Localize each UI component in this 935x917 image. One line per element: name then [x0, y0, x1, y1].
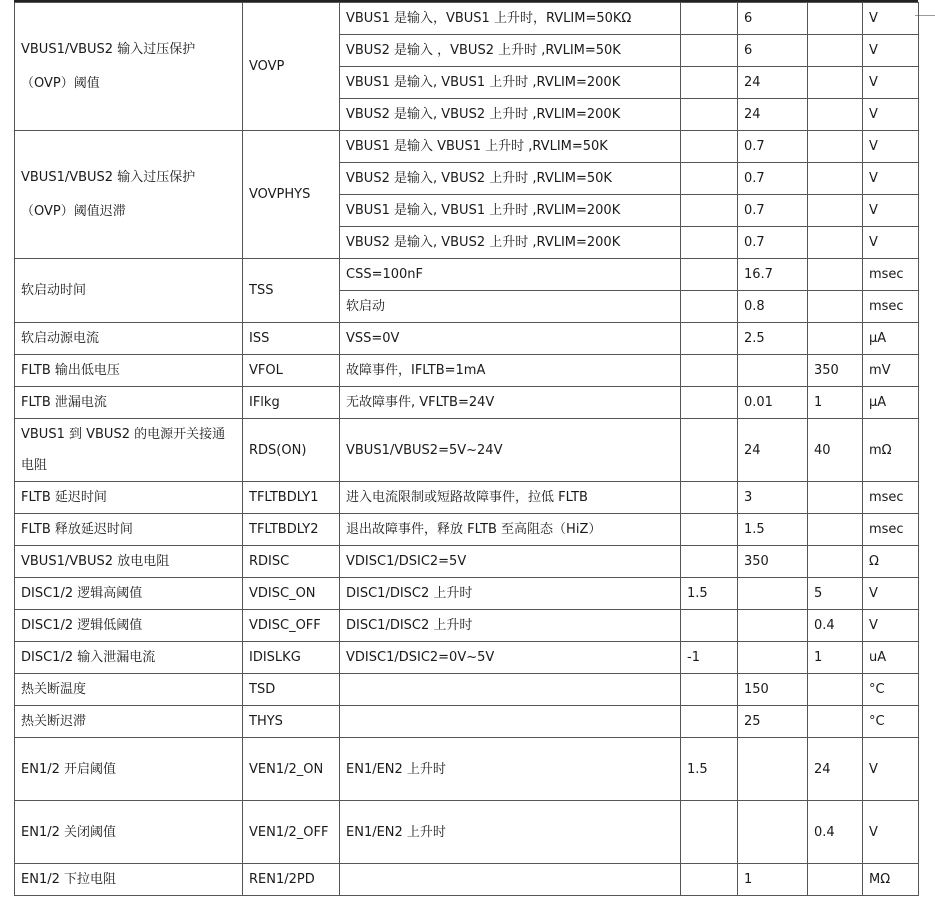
min-cell — [681, 99, 738, 131]
condition-cell: DISC1/DISC2 上升时 — [340, 610, 681, 642]
min-cell — [681, 131, 738, 163]
symbol-cell: VFOL — [243, 355, 340, 387]
max-cell — [808, 67, 863, 99]
max-cell — [808, 99, 863, 131]
symbol-cell: VDISC_OFF — [243, 610, 340, 642]
min-cell — [681, 195, 738, 227]
unit-cell: V — [863, 610, 919, 642]
unit-cell: V — [863, 578, 919, 610]
typ-cell: 0.8 — [738, 291, 808, 323]
typ-cell: 0.01 — [738, 387, 808, 419]
condition-cell — [340, 864, 681, 896]
table-row — [15, 801, 919, 864]
max-cell — [808, 195, 863, 227]
table-row — [15, 578, 919, 610]
table-row — [15, 642, 919, 674]
unit-cell: V — [863, 227, 919, 259]
typ-cell — [738, 642, 808, 674]
param-cell: FLTB 延迟时间 — [15, 482, 243, 514]
min-cell — [681, 610, 738, 642]
symbol-cell: VEN1/2_OFF — [243, 801, 340, 864]
table-row — [15, 419, 919, 482]
table-row — [15, 514, 919, 546]
symbol-cell: VOVP — [243, 3, 340, 131]
param-cell: VBUS1/VBUS2 放电电阻 — [15, 546, 243, 578]
typ-cell: 16.7 — [738, 259, 808, 291]
min-cell — [681, 419, 738, 482]
param-cell: EN1/2 下拉电阻 — [15, 864, 243, 896]
condition-cell: VBUS2 是输入, VBUS2 上升时 ,RVLIM=200K — [340, 99, 681, 131]
typ-cell — [738, 610, 808, 642]
max-cell: 0.4 — [808, 801, 863, 864]
condition-cell: VBUS2 是输入, VBUS2 上升时 ,RVLIM=50K — [340, 163, 681, 195]
condition-cell: DISC1/DISC2 上升时 — [340, 578, 681, 610]
max-cell — [808, 163, 863, 195]
max-cell — [808, 546, 863, 578]
unit-cell: MΩ — [863, 864, 919, 896]
unit-cell: V — [863, 99, 919, 131]
max-cell — [808, 35, 863, 67]
param-cell: VBUS1/VBUS2 输入过压保护（OVP）阈值 — [15, 3, 243, 131]
param-cell: 软启动源电流 — [15, 323, 243, 355]
condition-cell: VDISC1/DSIC2=0V~5V — [340, 642, 681, 674]
unit-cell: msec — [863, 259, 919, 291]
min-cell — [681, 546, 738, 578]
min-cell — [681, 482, 738, 514]
param-cell: 热关断温度 — [15, 674, 243, 706]
max-cell: 350 — [808, 355, 863, 387]
table-row — [15, 610, 919, 642]
typ-cell — [738, 578, 808, 610]
param-cell: 软启动时间 — [15, 259, 243, 323]
symbol-cell: RDISC — [243, 546, 340, 578]
unit-cell: msec — [863, 482, 919, 514]
table-row — [15, 355, 919, 387]
symbol-cell: TSD — [243, 674, 340, 706]
unit-cell: V — [863, 163, 919, 195]
unit-cell: °C — [863, 706, 919, 738]
condition-cell: 故障事件，IFLTB=1mA — [340, 355, 681, 387]
max-cell — [808, 864, 863, 896]
param-cell: VBUS1 到 VBUS2 的电源开关接通电阻 — [15, 419, 243, 482]
typ-cell: 2.5 — [738, 323, 808, 355]
unit-cell: V — [863, 195, 919, 227]
symbol-cell: ISS — [243, 323, 340, 355]
condition-cell: VBUS1 是输入, VBUS1 上升时 ,RVLIM=200K — [340, 67, 681, 99]
min-cell — [681, 801, 738, 864]
param-cell: FLTB 泄漏电流 — [15, 387, 243, 419]
table-row — [15, 3, 919, 35]
table-row — [15, 131, 919, 163]
unit-cell: °C — [863, 674, 919, 706]
symbol-cell: THYS — [243, 706, 340, 738]
typ-cell: 24 — [738, 419, 808, 482]
typ-cell: 25 — [738, 706, 808, 738]
min-cell — [681, 3, 738, 35]
condition-cell: VBUS2 是输入 ，VBUS2 上升时 ,RVLIM=50K — [340, 35, 681, 67]
min-cell — [681, 514, 738, 546]
param-cell: EN1/2 关闭阈值 — [15, 801, 243, 864]
param-cell: DISC1/2 逻辑低阈值 — [15, 610, 243, 642]
typ-cell: 0.7 — [738, 195, 808, 227]
min-cell — [681, 323, 738, 355]
max-cell — [808, 227, 863, 259]
min-cell — [681, 227, 738, 259]
unit-cell: µA — [863, 323, 919, 355]
max-cell — [808, 482, 863, 514]
condition-cell: VBUS1 是输入，VBUS1 上升时，RVLIM=50KΩ — [340, 3, 681, 35]
unit-cell: V — [863, 35, 919, 67]
table-row — [15, 674, 919, 706]
symbol-cell: TSS — [243, 259, 340, 323]
max-cell: 1 — [808, 387, 863, 419]
condition-cell: CSS=100nF — [340, 259, 681, 291]
condition-cell: VBUS1 是输入, VBUS1 上升时 ,RVLIM=200K — [340, 195, 681, 227]
typ-cell: 1 — [738, 864, 808, 896]
symbol-cell: TFLTBDLY2 — [243, 514, 340, 546]
typ-cell: 3 — [738, 482, 808, 514]
table-row — [15, 738, 919, 801]
max-cell — [808, 3, 863, 35]
table-row — [15, 387, 919, 419]
unit-cell: µA — [863, 387, 919, 419]
param-cell: FLTB 输出低电压 — [15, 355, 243, 387]
min-cell: 1.5 — [681, 738, 738, 801]
unit-cell: uA — [863, 642, 919, 674]
table-row — [15, 706, 919, 738]
condition-cell: VBUS1 是输入 VBUS1 上升时 ,RVLIM=50K — [340, 131, 681, 163]
min-cell — [681, 864, 738, 896]
table-row — [15, 323, 919, 355]
typ-cell: 1.5 — [738, 514, 808, 546]
symbol-cell: VOVPHYS — [243, 131, 340, 259]
condition-cell: VSS=0V — [340, 323, 681, 355]
table-row — [15, 482, 919, 514]
condition-cell: 进入电流限制或短路故障事件，拉低 FLTB — [340, 482, 681, 514]
condition-cell: EN1/EN2 上升时 — [340, 738, 681, 801]
max-cell — [808, 259, 863, 291]
unit-cell: mV — [863, 355, 919, 387]
typ-cell: 24 — [738, 99, 808, 131]
param-cell: VBUS1/VBUS2 输入过压保护（OVP）阈值迟滞 — [15, 131, 243, 259]
min-cell: 1.5 — [681, 578, 738, 610]
param-cell: 热关断迟滞 — [15, 706, 243, 738]
typ-cell: 24 — [738, 67, 808, 99]
typ-cell — [738, 738, 808, 801]
condition-cell: 软启动 — [340, 291, 681, 323]
condition-cell — [340, 706, 681, 738]
table-row — [15, 546, 919, 578]
min-cell — [681, 67, 738, 99]
electrical-spec-table — [14, 2, 919, 896]
param-cell: DISC1/2 逻辑高阈值 — [15, 578, 243, 610]
table-row — [15, 864, 919, 896]
min-cell — [681, 387, 738, 419]
min-cell: -1 — [681, 642, 738, 674]
symbol-cell: VEN1/2_ON — [243, 738, 340, 801]
condition-cell: 退出故障事件，释放 FLTB 至高阻态（HiZ） — [340, 514, 681, 546]
symbol-cell: TFLTBDLY1 — [243, 482, 340, 514]
symbol-cell: IFlkg — [243, 387, 340, 419]
param-cell: DISC1/2 输入泄漏电流 — [15, 642, 243, 674]
min-cell — [681, 35, 738, 67]
min-cell — [681, 674, 738, 706]
unit-cell: V — [863, 131, 919, 163]
unit-cell: V — [863, 801, 919, 864]
condition-cell: VBUS1/VBUS2=5V~24V — [340, 419, 681, 482]
typ-cell: 0.7 — [738, 227, 808, 259]
max-cell — [808, 674, 863, 706]
typ-cell: 0.7 — [738, 163, 808, 195]
max-cell: 40 — [808, 419, 863, 482]
typ-cell: 350 — [738, 546, 808, 578]
min-cell — [681, 291, 738, 323]
min-cell — [681, 355, 738, 387]
unit-cell: V — [863, 738, 919, 801]
max-cell: 1 — [808, 642, 863, 674]
unit-cell: V — [863, 3, 919, 35]
unit-cell: mΩ — [863, 419, 919, 482]
table-row — [15, 259, 919, 291]
typ-cell — [738, 355, 808, 387]
max-cell — [808, 514, 863, 546]
symbol-cell: VDISC_ON — [243, 578, 340, 610]
unit-cell: msec — [863, 291, 919, 323]
typ-cell — [738, 801, 808, 864]
min-cell — [681, 706, 738, 738]
param-cell: FLTB 释放延迟时间 — [15, 514, 243, 546]
symbol-cell: RDS(ON) — [243, 419, 340, 482]
condition-cell: VBUS2 是输入, VBUS2 上升时 ,RVLIM=200K — [340, 227, 681, 259]
max-cell — [808, 706, 863, 738]
max-cell: 24 — [808, 738, 863, 801]
unit-cell: Ω — [863, 546, 919, 578]
typ-cell: 6 — [738, 35, 808, 67]
typ-cell: 150 — [738, 674, 808, 706]
max-cell — [808, 131, 863, 163]
min-cell — [681, 259, 738, 291]
condition-cell — [340, 674, 681, 706]
condition-cell: 无故障事件, VFLTB=24V — [340, 387, 681, 419]
typ-cell: 6 — [738, 3, 808, 35]
unit-cell: V — [863, 67, 919, 99]
symbol-cell: IDISLKG — [243, 642, 340, 674]
max-cell — [808, 323, 863, 355]
min-cell — [681, 163, 738, 195]
condition-cell: EN1/EN2 上升时 — [340, 801, 681, 864]
unit-cell: msec — [863, 514, 919, 546]
symbol-cell: REN1/2PD — [243, 864, 340, 896]
typ-cell: 0.7 — [738, 131, 808, 163]
max-cell: 0.4 — [808, 610, 863, 642]
max-cell: 5 — [808, 578, 863, 610]
param-cell: EN1/2 开启阈值 — [15, 738, 243, 801]
condition-cell: VDISC1/DSIC2=5V — [340, 546, 681, 578]
max-cell — [808, 291, 863, 323]
